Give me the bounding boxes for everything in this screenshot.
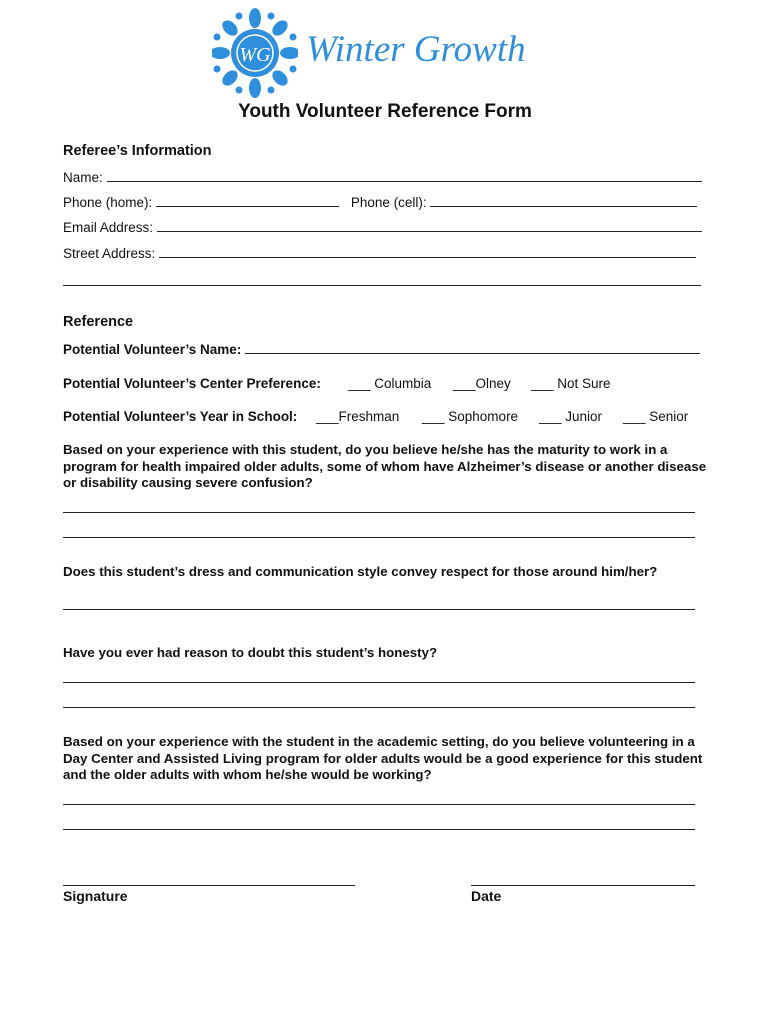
street-row [63, 246, 696, 261]
answer-maturity-line-1[interactable] [63, 512, 695, 513]
phone-cell-field[interactable] [430, 195, 697, 207]
phone-home-label: Phone (home): [63, 195, 153, 210]
name-row [63, 170, 702, 185]
street-field-line-2[interactable] [63, 285, 701, 286]
option-not-sure[interactable]: ___ Not Sure [531, 376, 611, 391]
year-label: Potential Volunteer’s Year in School: [63, 409, 298, 424]
answer-honesty-line-2[interactable] [63, 707, 695, 708]
email-row [63, 220, 702, 235]
phone-row [63, 195, 697, 210]
referee-heading: Referee’s Information [63, 143, 212, 159]
option-sophomore[interactable]: ___ Sophomore [422, 409, 519, 424]
email-field[interactable] [157, 220, 702, 232]
question-honesty: Have you ever had reason to doubt this student’s honesty? [63, 645, 438, 660]
logo-monogram: WG [239, 44, 271, 66]
question-maturity: Based on your experience with this student, do you believe he/she has the maturity to work in a program for health impaired older adults, some of whom have Alzheimer’s disease or another disease or disability causing severe confusion? [63, 442, 707, 490]
volunteer-name-row [63, 342, 700, 357]
phone-cell-label: Phone (cell): [350, 195, 427, 210]
winter-growth-logo [212, 8, 532, 98]
volunteer-name-label: Potential Volunteer’s Name: [63, 342, 242, 357]
signature-label: Signature [63, 888, 128, 904]
logo-text: Winter Growth [306, 29, 526, 70]
volunteer-name-field[interactable] [245, 342, 700, 354]
date-label: Date [471, 888, 502, 904]
option-junior[interactable]: ___ Junior [539, 409, 603, 424]
option-freshman[interactable]: ___Freshman [316, 409, 400, 424]
option-olney[interactable]: ___Olney [453, 376, 511, 391]
reference-heading: Reference [63, 314, 134, 330]
email-label: Email Address: [63, 220, 154, 235]
date-field[interactable] [471, 885, 695, 886]
form-title: Youth Volunteer Reference Form [238, 101, 532, 122]
answer-experience-line-2[interactable] [63, 829, 695, 830]
option-columbia[interactable]: ___ Columbia [348, 376, 432, 391]
street-field[interactable] [159, 246, 696, 258]
signature-field[interactable] [63, 885, 355, 886]
phone-home-field[interactable] [156, 195, 339, 207]
name-label: Name: [63, 170, 103, 185]
name-field[interactable] [107, 170, 702, 182]
question-dress: Does this student’s dress and communication style convey respect for those around him/her? [63, 564, 658, 579]
option-senior[interactable]: ___ Senior [623, 409, 689, 424]
answer-maturity-line-2[interactable] [63, 537, 695, 538]
answer-honesty-line-1[interactable] [63, 682, 695, 683]
center-pref-label: Potential Volunteer’s Center Preference: [63, 376, 321, 391]
answer-experience-line-1[interactable] [63, 804, 695, 805]
street-label: Street Address: [63, 246, 156, 261]
question-experience: Based on your experience with the student in the academic setting, do you believe volunteering in a Day Center and Assisted Living program for older adults would be a good experience for this student and the older adults with whom he/she would be working? [63, 734, 703, 782]
answer-dress-line[interactable] [63, 609, 695, 610]
snowflake-logo-icon [212, 8, 298, 98]
